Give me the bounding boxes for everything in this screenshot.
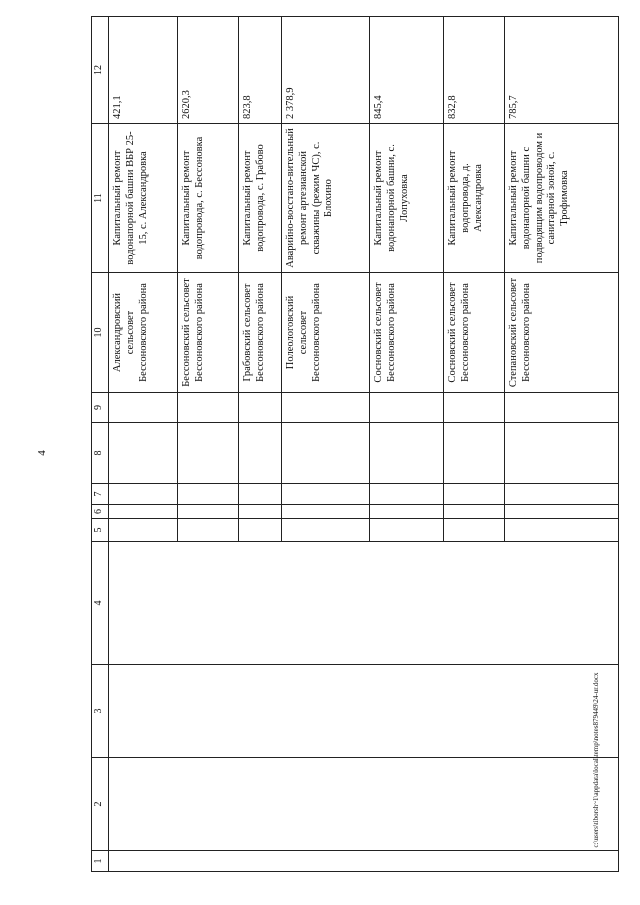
- empty-cell: [239, 423, 282, 484]
- work-description-cell: Капитальный ремонт водопровода, с. Бессоновка: [178, 124, 239, 273]
- empty-cell: [178, 484, 239, 505]
- header-cell: 3: [92, 665, 109, 758]
- municipality-cell: Грабовский сельсовет Бессоновского района: [239, 273, 282, 393]
- table-row: [109, 17, 178, 872]
- amount-cell: 2620,3: [178, 17, 239, 124]
- empty-cell: [109, 665, 619, 758]
- empty-cell: [444, 519, 505, 542]
- amount-cell: 845,4: [370, 17, 444, 124]
- header-cell: 7: [92, 484, 109, 505]
- empty-cell: [444, 505, 505, 519]
- empty-cell: [370, 505, 444, 519]
- empty-cell: [505, 393, 619, 423]
- amount-cell: 2 378,9: [282, 17, 370, 124]
- empty-cell: [505, 505, 619, 519]
- amount-cell: 832,8: [444, 17, 505, 124]
- municipality-cell: Степановский сельсовет Бессоновского района: [505, 273, 619, 393]
- work-description-cell: Капитальный ремонт водонапорной башни с подводящим водопроводом и санитарной зоной, с. Трофимовка: [505, 124, 619, 273]
- work-description-cell: Аварийно-восстано-вительный ремонт артезианской скважины (режим ЧС), с. Блохино: [282, 124, 370, 273]
- empty-cell: [282, 393, 370, 423]
- amount-cell: 823,8: [239, 17, 282, 124]
- empty-cell: [370, 519, 444, 542]
- header-cell: 6: [92, 505, 109, 519]
- empty-cell: [178, 393, 239, 423]
- empty-cell: [109, 851, 619, 872]
- footer-file-path-text: c:\users\tiborsh~1\appdata\local\temp\notes879449\24-ur.docx: [592, 672, 600, 848]
- empty-cell: [370, 484, 444, 505]
- municipality-cell: Полеологовский сельсовет Бессоновского района: [282, 273, 370, 393]
- header-cell: 2: [92, 758, 109, 851]
- empty-cell: [239, 519, 282, 542]
- empty-cell: [239, 505, 282, 519]
- work-description-cell: Капитальный ремонт водонапорной башни ВБР 25-15, с. Александровка: [109, 124, 178, 273]
- empty-cell: [178, 423, 239, 484]
- empty-cell: [505, 484, 619, 505]
- empty-cell: [444, 484, 505, 505]
- empty-cell: [109, 542, 619, 665]
- empty-cell: [109, 519, 178, 542]
- empty-cell: [444, 393, 505, 423]
- empty-cell: [178, 505, 239, 519]
- header-cell: 10: [92, 273, 109, 393]
- empty-cell: [239, 393, 282, 423]
- empty-cell: [370, 423, 444, 484]
- header-cell: 4: [92, 542, 109, 665]
- empty-cell: [282, 505, 370, 519]
- empty-cell: [282, 519, 370, 542]
- municipality-cell: Бессоновский сельсовет Бессоновского района: [178, 273, 239, 393]
- empty-cell: [109, 423, 178, 484]
- empty-cell: [505, 519, 619, 542]
- empty-cell: [239, 484, 282, 505]
- amount-cell: 421,1: [109, 17, 178, 124]
- work-description-cell: Капитальный ремонт водопровода, с. Грабово: [239, 124, 282, 273]
- empty-cell: [109, 484, 178, 505]
- empty-cell: [282, 484, 370, 505]
- header-row: [92, 17, 109, 872]
- document-table: [91, 16, 619, 872]
- empty-cell: [109, 505, 178, 519]
- empty-cell: [370, 393, 444, 423]
- municipality-cell: Сосновский сельсовет Бессоновского района: [370, 273, 444, 393]
- empty-cell: [505, 423, 619, 484]
- municipality-cell: Александровский сельсовет Бессоновского района: [109, 273, 178, 393]
- work-description-cell: Капитальный ремонт водонапорной башни, с. Лопуховка: [370, 124, 444, 273]
- header-cell: 5: [92, 519, 109, 542]
- header-cell: 1: [92, 851, 109, 872]
- empty-cell: [109, 758, 619, 851]
- empty-cell: [444, 423, 505, 484]
- empty-cell: [282, 423, 370, 484]
- municipality-cell: Сосновский сельсовет Бессоновского района: [444, 273, 505, 393]
- page-number: 4: [35, 450, 48, 456]
- header-cell: 11: [92, 124, 109, 273]
- header-cell: 9: [92, 393, 109, 423]
- header-cell: 12: [92, 17, 109, 124]
- empty-cell: [178, 519, 239, 542]
- work-description-cell: Капитальный ремонт водопровода, д. Александровка: [444, 124, 505, 273]
- empty-cell: [109, 393, 178, 423]
- amount-cell: 785,7: [505, 17, 619, 124]
- header-cell: 8: [92, 423, 109, 484]
